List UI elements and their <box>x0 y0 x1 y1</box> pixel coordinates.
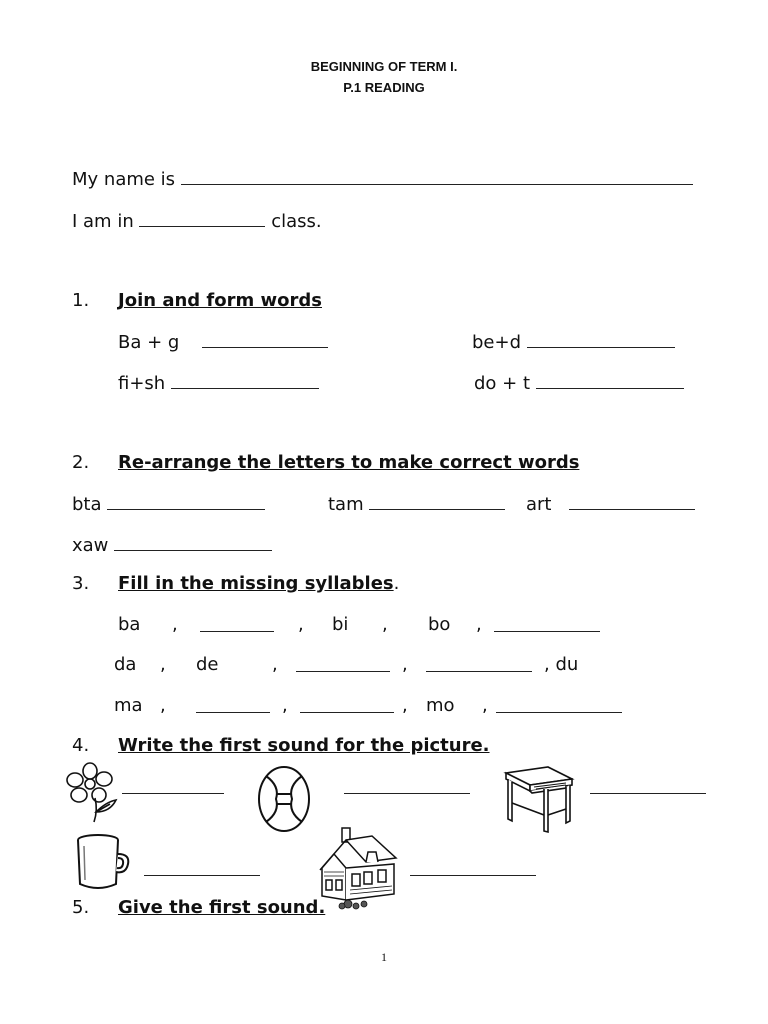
answer-blank[interactable] <box>344 776 470 794</box>
answer-blank[interactable] <box>494 614 600 632</box>
answer-blank[interactable] <box>200 614 274 632</box>
section1-item <box>118 371 319 395</box>
comma: , <box>172 614 178 635</box>
answer-blank[interactable] <box>410 858 536 876</box>
section3-heading-period: . <box>393 573 400 594</box>
section2-heading: Re-arrange the letters to make correct words <box>118 452 580 473</box>
section5-number: 5. <box>72 897 90 918</box>
section2-item <box>72 533 272 557</box>
section5-heading: Give the first sound. <box>118 897 326 918</box>
house-icon <box>316 826 400 910</box>
section2-item <box>526 492 695 516</box>
comma: , <box>272 654 278 675</box>
flower-icon <box>62 762 124 826</box>
syllable: ba <box>118 614 141 635</box>
comma: , <box>298 614 304 635</box>
class-prefix: I am in <box>72 211 134 232</box>
worksheet-title: BEGINNING OF TERM I. <box>310 59 458 74</box>
item-text: be+d <box>472 332 522 353</box>
blank-wrap <box>496 695 622 719</box>
comma: , <box>476 614 482 635</box>
blank-wrap <box>494 614 600 638</box>
section3-heading-line <box>118 573 399 595</box>
comma: , <box>382 614 388 635</box>
page-number: 1 <box>381 950 387 964</box>
comma: , <box>160 695 166 716</box>
item-text: do + t <box>474 373 531 394</box>
ball-icon <box>256 764 312 834</box>
syllable: bi <box>332 614 349 635</box>
answer-blank[interactable] <box>107 492 265 510</box>
name-label: My name is <box>72 169 176 190</box>
answer-blank[interactable] <box>536 371 684 389</box>
name-blank[interactable] <box>181 167 693 185</box>
answer-blank[interactable] <box>114 533 272 551</box>
syllable: da <box>114 654 137 675</box>
section1-number: 1. <box>72 290 90 311</box>
blank-wrap <box>296 654 390 678</box>
answer-blank[interactable] <box>569 492 695 510</box>
blank-wrap <box>426 654 532 678</box>
blank-wrap <box>344 776 470 800</box>
comma: , <box>282 695 288 716</box>
desk-icon <box>500 763 576 835</box>
answer-blank[interactable] <box>426 654 532 672</box>
item-text: xaw <box>72 535 109 556</box>
syllable: de <box>196 654 219 675</box>
class-line <box>72 209 322 233</box>
item-text: bta <box>72 494 102 515</box>
section3-number: 3. <box>72 573 90 594</box>
answer-blank[interactable] <box>171 371 319 389</box>
name-line <box>72 167 693 191</box>
class-blank[interactable] <box>139 209 265 227</box>
section1-item <box>118 330 328 354</box>
item-text: art <box>526 494 552 515</box>
comma: , <box>402 654 408 675</box>
section3-heading: Fill in the missing syllables <box>118 573 394 594</box>
answer-blank[interactable] <box>196 695 270 713</box>
comma: , <box>402 695 408 716</box>
blank-wrap <box>122 776 224 800</box>
blank-wrap <box>410 858 536 882</box>
comma: , <box>482 695 488 716</box>
cup-icon <box>74 832 132 894</box>
answer-blank[interactable] <box>296 654 390 672</box>
answer-blank[interactable] <box>527 330 675 348</box>
item-text: tam <box>328 494 364 515</box>
section1-heading: Join and form words <box>118 290 322 311</box>
blank-wrap <box>144 858 260 882</box>
section1-item <box>472 330 675 354</box>
answer-blank[interactable] <box>369 492 505 510</box>
answer-blank[interactable] <box>122 776 224 794</box>
item-text: Ba + g <box>118 332 180 353</box>
answer-blank[interactable] <box>300 695 394 713</box>
blank-wrap <box>300 695 394 719</box>
blank-wrap <box>196 695 270 719</box>
answer-blank[interactable] <box>590 776 706 794</box>
section4-heading: Write the first sound for the picture. <box>118 735 490 756</box>
blank-wrap <box>200 614 274 638</box>
answer-blank[interactable] <box>202 330 328 348</box>
section2-number: 2. <box>72 452 90 473</box>
section2-item <box>72 492 265 516</box>
blank-wrap <box>590 776 706 800</box>
worksheet-subtitle: P.1 READING <box>343 80 425 95</box>
syllable: mo <box>426 695 455 716</box>
comma: , <box>160 654 166 675</box>
answer-blank[interactable] <box>144 858 260 876</box>
class-suffix: class. <box>271 211 322 232</box>
section1-item <box>474 371 684 395</box>
syllable: ma <box>114 695 143 716</box>
syllable: , du <box>544 654 579 675</box>
answer-blank[interactable] <box>496 695 622 713</box>
item-text: fi+sh <box>118 373 166 394</box>
syllable: bo <box>428 614 451 635</box>
section4-number: 4. <box>72 735 90 756</box>
section2-item <box>328 492 505 516</box>
